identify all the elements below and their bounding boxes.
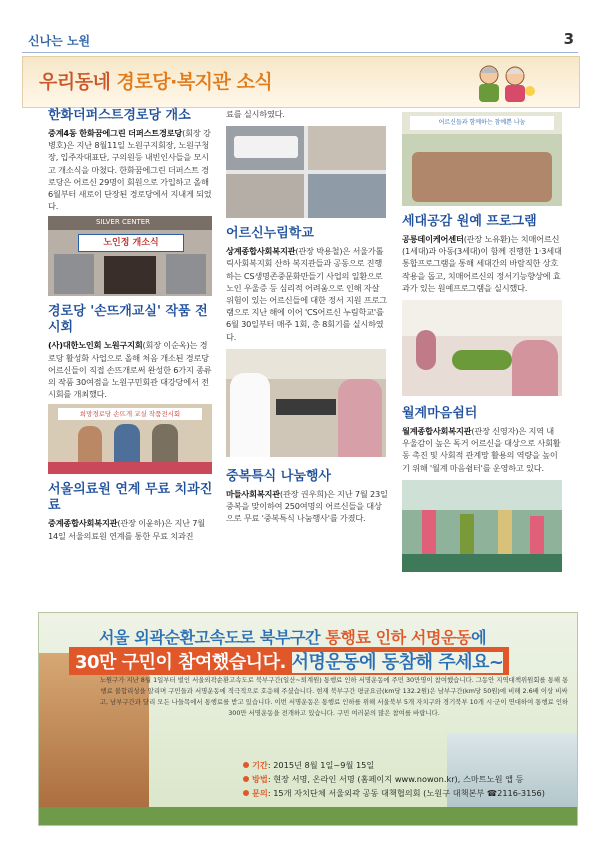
article-title-gardening: 세대공감 원예 프로그램 xyxy=(402,214,537,229)
article-title-knitting: 경로당 '손뜨개교실' 작품 전시회 xyxy=(48,304,208,336)
article-body-dental xyxy=(48,517,214,541)
article-lead: (사)대한노인회 노원구지회 xyxy=(48,340,143,351)
article-text: (관장 노유환)는 치매어르신(1세대)과 아동(3세대)이 함께 진행한 1·3세대 통합프로그램을 통해 세대간의 바람직한 상호작용을 돕고, 치매어르신의 정서기능향상에 효과가 있는 원예프로그램을 실시했다. xyxy=(402,234,562,293)
headline-part: 서명운동에 동참해 주세요~ xyxy=(291,652,504,673)
page-header xyxy=(22,30,578,53)
article-text: (관장 박용철)은 서울가톨릭사회복지회 산하 복지관들과 공동으로 진행하는 CS생명존중문화만들기 사업의 일환으로 노인 우울증 등 심리적 어려움으로 인해 자살 위험이 있는 어르신들에 대한 정서 지원 프로그램으로 지난 해에 이어 'CS어르신 누림학교'를 6월 30일부터 매주 1회, 총 8회기를 실시하였다. xyxy=(226,246,387,342)
info-label: 기간 xyxy=(252,760,268,770)
page-number: 3 xyxy=(563,30,574,48)
article-lead: 중계4동 한화꿈에그린 더퍼스트경로당 xyxy=(48,128,183,138)
sign-opening: 노인정 개소식 xyxy=(78,234,184,252)
column-3 xyxy=(402,108,564,572)
article-title-meal: 중복특식 나눔행사 xyxy=(226,468,331,484)
headline-part: 에 xyxy=(471,628,487,647)
photo-exercise-class xyxy=(402,480,562,572)
campaign-description: 노원구가 지난 8월 1일부터 벌인 서울외곽순환고속도로 북부구간(일산~퇴계원) 통행료 인하 서명운동에 주민 30만명이 참여했습니다. 그동안 지역대책위원회를 통해 통행료 불합리성을 알리며 구민들과 서명운동에 적극적으로 호응해 주셨습니다. 현재 북부구간 평균요금(km당 132.2원)은 남부구간(km당 50원)에 비해 2.6배 이상 비싸고, 남부구간과 달리 모든 나들목에서 통행료를 받고 있습니다. 이번 서명운동은 통행료 인하를 위해 서울북부 5개 자치구와 경기북부 10개 시·군이 연대하여 통행료 인하 300만 서명운동을 전개하고 있습니다. 구민 여러분의 많은 참여를 바랍니다. xyxy=(99,676,569,717)
banner-title xyxy=(39,67,272,94)
exhibition-banner: 희망경로당 손뜨개 교실 작품전시회 xyxy=(58,408,202,420)
article-text: (관장 권우희)은 지난 7월 23일 중복을 맞이하여 250여명의 어르신들을 대상으로 무료 '중복특식 나눔행사'를 가졌다. xyxy=(226,488,388,524)
article-text: (회장 강병호)은 지난 8월11일 노원구지회장, 노원구청장, 입주자대표단, 구의원등 내빈인사들을 모시고 개소식을 마쳤다. 한화꿈에그린 더퍼스트 경로당은 어르신 29명이 회원으로 가입하고 올해 6월부터 새로이 단장된 경로당에서 지내게 되었다. xyxy=(48,128,212,212)
info-period xyxy=(243,758,545,772)
campaign-headline-2 xyxy=(69,647,509,675)
article-body-meal xyxy=(226,488,388,525)
campaign-info-list xyxy=(243,758,545,800)
elderly-couple-illustration xyxy=(467,61,539,103)
article-lead: 공릉데이케어센터 xyxy=(402,234,464,244)
photo-senior-school xyxy=(226,349,386,457)
article-lead: 상계종합사회복지관 xyxy=(226,246,296,257)
campaign-headline-1 xyxy=(99,625,486,648)
photo-dental-service xyxy=(226,126,386,218)
article-body-gardening xyxy=(402,233,564,294)
bullet-icon xyxy=(243,762,249,768)
column-1 xyxy=(48,108,214,542)
article-body-school xyxy=(226,245,388,343)
headline-part: 서울 외곽순환고속도로 북부구간 xyxy=(99,628,321,647)
info-value: : 2015년 8월 1일~9월 15일 xyxy=(267,760,375,770)
article-lead: 마들사회복지관 xyxy=(226,488,280,499)
photo-opening-ceremony xyxy=(48,216,212,296)
headline-highlight: 30만 구민이 참여했습니다. xyxy=(75,652,286,673)
article-title-shelter: 월계마음쉼터 xyxy=(402,406,478,422)
info-contact xyxy=(243,786,545,800)
dental-continuation: 료를 실시하였다. xyxy=(226,109,285,119)
article-lead: 중계종합사회복지관 xyxy=(48,518,118,529)
article-body-shelter xyxy=(402,425,564,474)
event-sign: 어르신들과 함께하는 참예쁜 나눔 xyxy=(410,116,554,130)
signature-campaign-box xyxy=(38,612,578,826)
banner-title-part1: 우리동네 xyxy=(39,71,111,93)
article-body-hanwha xyxy=(48,127,214,212)
section-banner xyxy=(22,56,580,108)
photo-knitting-exhibition xyxy=(48,404,212,474)
article-text: (관장 이윤하)은 지난 7월 14일 서울의료원 연계를 통한 무료 치과진 xyxy=(48,518,205,541)
info-label: 문의 xyxy=(252,788,268,798)
article-title-dental: 서울의료원 연계 무료 치과진료 xyxy=(48,482,213,514)
article-lead: 월계종합사회복지관 xyxy=(402,426,472,437)
banner-title-part2: 경로당·복지관 소식 xyxy=(116,71,273,93)
article-text: (관장 신영자)은 지역 내 우울감이 높은 독거 어르신을 대상으로 사회활동 촉진 및 사회적 관계망 활용의 역량을 높이기 위해 '월계 마음쉼터'를 운영하고 있다. xyxy=(402,426,561,473)
article-text: (회장 이순옥)는 경로당 활성화 사업으로 올해 처음 개소된 경로당 어르신들이 직접 손뜨개로써 완성한 6가지 종류의 작품 30여점을 노원구민회관 대강당에서 전시회를 개최했다. xyxy=(48,340,212,400)
headline-highlight: 통행료 인하 서명운동 xyxy=(325,628,472,647)
article-body-knitting xyxy=(48,339,214,400)
photo-meal-event xyxy=(402,112,562,206)
article-title-school: 어르신누림학교 xyxy=(226,226,314,242)
bullet-icon xyxy=(243,776,249,782)
sign-silver-center: SILVER CENTER xyxy=(96,218,151,227)
column-2 xyxy=(226,108,388,524)
info-method xyxy=(243,772,545,786)
photo-gardening xyxy=(402,300,562,396)
info-value: : 15개 자치단체 서울외곽 공동 대책협의회 (노원구 대책본부 ☎2116-3156) xyxy=(267,788,545,798)
info-value: : 현장 서명, 온라인 서명 (홈페이지 www.nowon.kr), 스마트노원 앱 등 xyxy=(267,774,524,784)
brand-logo: 신나는 노원 xyxy=(28,34,91,48)
bullet-icon xyxy=(243,790,249,796)
campaign-grass xyxy=(39,807,577,825)
info-label: 방법 xyxy=(252,774,268,784)
article-title-hanwha: 한화더퍼스트경로당 개소 xyxy=(48,108,191,123)
